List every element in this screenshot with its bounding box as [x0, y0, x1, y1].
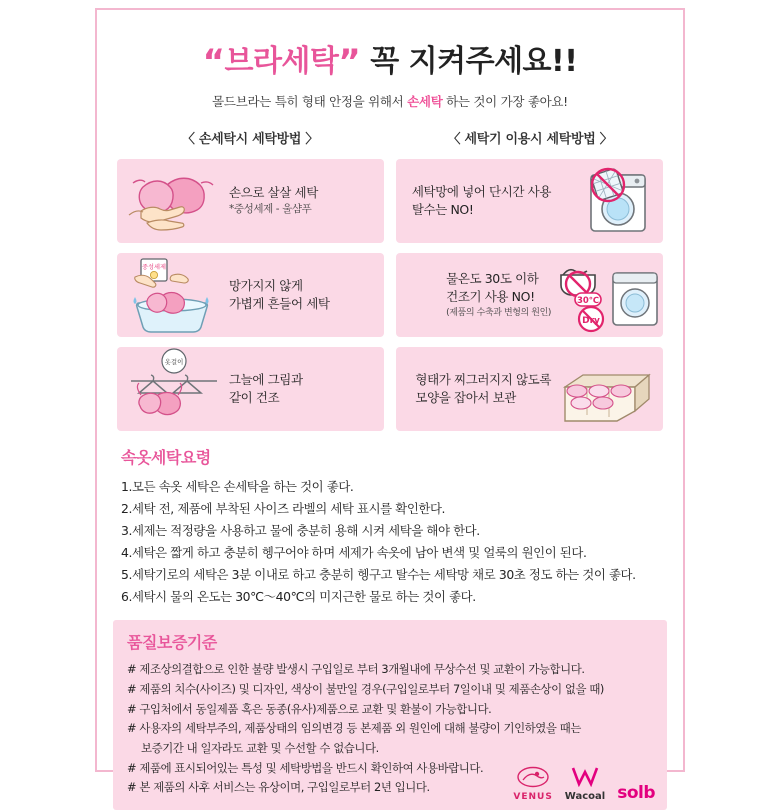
panel-laundry-net: [396, 159, 663, 243]
washing-machine-nospin-icon: [551, 159, 663, 243]
temp30-nodryer-icon: [551, 253, 663, 337]
brand-logos: [513, 765, 655, 802]
list-item: 6.세탁시 물의 온도는 30℃～40℃의 미지근한 물로 하는 것이 좋다.: [121, 589, 476, 605]
list-item: 4.세탁은 짧게 하고 충분히 헹구어야 하며 세제가 속옷에 남아 변색 및 얼룩의 원인이 된다.: [121, 545, 587, 561]
list-item: # 제품의 치수(사이즈) 및 디자인, 색상이 불만일 경우(구입일로부터 7일이내 및 제품손상이 없을 때): [127, 682, 604, 697]
svg-text:중성세제: 중성세제: [142, 264, 166, 271]
panel-hand-wash-line2: *중성세제 - 울샴푸: [229, 203, 312, 216]
panel-temp-no-dryer: [396, 253, 663, 337]
subtitle-highlight: 손세탁: [407, 94, 443, 109]
wacoal-logo: [565, 765, 605, 802]
panel-laundry-net-line2: 탈수는 NO!: [411, 202, 474, 217]
washing-tips-section: [113, 445, 667, 608]
page-title: [113, 36, 667, 82]
panel-storage-text: [403, 371, 551, 407]
panel-temp-line3: (제품의 수축과 변형의 원인): [446, 307, 551, 318]
subtitle-pre: 몰드브라는 특히 형태 안정을 위해서: [212, 94, 408, 109]
list-item: # 구입처에서 동일제품 혹은 동종(유사)제품으로 교환 및 환불이 가능합니다.: [127, 701, 492, 716]
list-item: # 제조상의결합으로 인한 불량 발생시 구입일로 부터 3개월내에 무상수선 및 교환이 가능합니다.: [127, 662, 585, 677]
panel-hand-wash: [117, 159, 384, 243]
warranty-section: [113, 620, 667, 809]
panel-temp-line2: 건조기 사용 NO!: [446, 289, 535, 305]
panel-storage: [396, 347, 663, 431]
panel-storage-line2: 모양을 잡아서 보관: [415, 390, 516, 405]
column-headings: [113, 128, 667, 147]
solb-logo-label: solb: [617, 782, 655, 803]
warranty-item-4-main: # 사용자의 세탁부주의, 제품상태의 임의변경 등 본제품 외 원인에 대해 불량이 기인하였을 때는: [127, 721, 581, 736]
panel-storage-line1: 형태가 찌그러지지 않도록: [415, 371, 551, 387]
list-item: 2.세탁 전, 제품에 부착된 사이즈 라벨의 세탁 표시를 확인한다.: [121, 501, 446, 517]
panel-shade-dry-line2: 같이 건조: [229, 390, 280, 405]
list-item: [127, 719, 653, 758]
panel-laundry-net-text: [400, 183, 551, 219]
subtitle: [113, 92, 667, 110]
warranty-title: 품질보증기준: [127, 633, 217, 653]
svg-text:옷걸이: 옷걸이: [164, 358, 184, 366]
panel-gentle-shake: [117, 253, 384, 337]
title-highlight: 브라세탁: [224, 44, 339, 79]
heading-machine-wash: 〈 세탁기 이용시 세탁방법 〉: [447, 132, 613, 147]
instruction-grid: [113, 159, 667, 431]
washing-tips-list: [121, 476, 659, 608]
hand-washing-bra-icon: [117, 159, 229, 243]
list-item: 3.세제는 적정량을 사용하고 물에 충분히 용해 시켜 세탁을 해야 한다.: [121, 523, 480, 539]
basin-gentle-shake-icon: [117, 253, 229, 337]
warranty-item-4-continuation: 보증기간 내 일자라도 교환 및 수선할 수 없습니다.: [141, 740, 379, 755]
care-instruction-card: [95, 8, 685, 803]
title-quote-close: ”: [338, 42, 361, 82]
panel-temp-line1: 물온도 30도 이하: [446, 271, 539, 287]
venus-logo: [513, 766, 552, 802]
wacoal-logo-label: Wacoal: [564, 790, 606, 802]
panel-shade-dry-line1: 그늘에 그림과: [229, 371, 303, 387]
panel-shade-dry-text: [229, 371, 309, 407]
washing-tips-title: 속옷세탁요령: [121, 448, 211, 467]
heading-hand-wash: 〈 손세탁시 세탁방법 〉: [181, 132, 319, 147]
list-item: # 본 제품의 사후 서비스는 유상이며, 구입일로부터 2년 입니다.: [127, 780, 430, 795]
list-item: 1.모든 속옷 세탁은 손세탁을 하는 것이 좋다.: [121, 479, 354, 494]
panel-shade-dry: [117, 347, 384, 431]
venus-mark-icon: [513, 766, 552, 791]
panel-hand-wash-line1: 손으로 살살 세탁: [229, 185, 318, 201]
panel-laundry-net-line1: 세탁망에 넣어 단시간 사용: [411, 183, 551, 199]
panel-temp-no-dryer-text: [434, 270, 551, 319]
subtitle-post: 하는 것이 가장 좋아요!: [442, 94, 568, 109]
wacoal-mark-icon: [565, 765, 605, 790]
title-rest: 꼭 지켜주세요!!: [370, 44, 578, 79]
hanger-shade-dry-icon: [117, 347, 229, 431]
svg-text:Dry: Dry: [582, 316, 600, 326]
venus-logo-label: VENUS: [513, 791, 553, 802]
panel-hand-wash-text: [229, 184, 324, 217]
panel-gentle-shake-text: [229, 277, 336, 313]
list-item: 5.세탁기로의 세탁은 3분 이내로 하고 충분히 헹구고 탈수는 세탁망 채로 30초 정도 하는 것이 좋다.: [121, 567, 636, 583]
svg-text:30℃: 30℃: [576, 296, 600, 306]
panel-gentle-shake-line1: 망가지지 않게: [229, 277, 303, 293]
header: [113, 20, 667, 110]
drawer-storage-icon: [551, 347, 663, 431]
list-item: # 제품에 표시되어있는 특성 및 세탁방법을 반드시 확인하여 사용바랍니다.: [127, 760, 484, 775]
solb-logo: [617, 783, 655, 802]
title-quote-open: “: [202, 42, 225, 82]
panel-gentle-shake-line2: 가볍게 흔들어 세탁: [229, 296, 330, 311]
